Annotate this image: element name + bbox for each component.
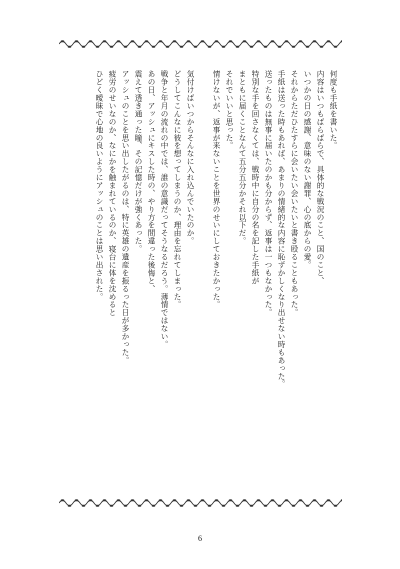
text-column: 送ったものは無事に届いたのかも分からず、返事は一つもなかった。	[264, 70, 273, 317]
text-column: どうしてこんなに彼を想ってしまうのか、理由を忘れてしまった。	[173, 70, 182, 309]
text-column: 疲労のせいなのか、なにかを触まれているのか、寝台に体を沈めると	[108, 70, 117, 317]
flourish-icon	[171, 499, 185, 507]
flourish-icon	[73, 499, 87, 507]
flourish-icon	[129, 499, 143, 507]
flourish-icon	[311, 499, 325, 507]
ornament-vine-icon	[59, 39, 342, 49]
flourish-icon	[185, 40, 199, 48]
flourish-icon	[87, 40, 101, 48]
text-column: 気付けばいつからそんなに入れ込んでいたのか。	[186, 70, 195, 245]
manuscript-body	[93, 70, 340, 462]
flourish-icon	[101, 40, 115, 48]
bottom-ornament-border	[59, 498, 342, 508]
flourish-icon	[269, 40, 283, 48]
text-column: ひどく曖昧で心地の良いようにアッシュのことは思い出された。	[95, 70, 104, 301]
flourish-icon	[255, 499, 269, 507]
page-number: 6	[198, 534, 202, 543]
flourish-icon	[311, 40, 325, 48]
flourish-icon	[297, 40, 311, 48]
text-column: いつかの日の感謝、意味のない謝罪、心の底からの愛。	[303, 70, 312, 269]
flourish-icon	[143, 40, 157, 48]
text-column: それでいいと思った。	[225, 70, 234, 150]
flourish-icon	[269, 499, 283, 507]
flourish-icon	[59, 499, 73, 507]
text-column: 特別な手を回さなくては、戦時中に自分の名を記した手紙が	[251, 70, 260, 285]
flourish-icon	[339, 40, 342, 48]
flourish-icon	[241, 40, 255, 48]
text-column: それからただひたすらに会いたい会いたいと書き殴ることもあった。	[290, 70, 299, 317]
flourish-icon	[199, 499, 213, 507]
flourish-icon	[297, 499, 311, 507]
text-column: 何度も手紙を書いた。	[329, 70, 338, 150]
paragraph-spacer	[197, 70, 210, 462]
flourish-icon	[241, 499, 255, 507]
flourish-icon	[213, 40, 227, 48]
flourish-icon	[129, 40, 143, 48]
text-column: まともに届くことなんて五分五分かそれ以下だ。	[238, 70, 247, 245]
flourish-icon	[227, 499, 241, 507]
text-column: アッシュのことを思い出したがるのは、特に英雄の遺産を振るった日が多かった。	[121, 70, 130, 365]
ornament-vine-icon	[59, 498, 342, 508]
flourish-icon	[171, 40, 185, 48]
flourish-icon	[73, 40, 87, 48]
flourish-icon	[115, 499, 129, 507]
flourish-icon	[87, 499, 101, 507]
text-column: あの日、アッシュにキスした時の、やり方を間違った後悔と、	[147, 70, 156, 293]
flourish-icon	[255, 40, 269, 48]
flourish-icon	[101, 499, 115, 507]
flourish-icon	[199, 40, 213, 48]
flourish-icon	[339, 499, 342, 507]
flourish-icon	[143, 499, 157, 507]
flourish-icon	[283, 499, 297, 507]
flourish-icon	[59, 40, 73, 48]
text-column: 戦争と年月の流れの中では、誰の意識だってそうなるだろう。薄情ではない。	[160, 70, 169, 349]
flourish-icon	[325, 499, 339, 507]
text-column: 震えて透き通った瞳、その記憶だけが強くあった。	[134, 70, 143, 253]
flourish-icon	[185, 499, 199, 507]
flourish-icon	[157, 499, 171, 507]
top-ornament-border	[59, 39, 342, 49]
flourish-icon	[283, 40, 297, 48]
flourish-icon	[213, 499, 227, 507]
flourish-icon	[157, 40, 171, 48]
flourish-icon	[115, 40, 129, 48]
text-column: 手紙は送った時もあれば、あまりの情緒的な内容に恥ずかしくなり出せない時もあった。	[277, 70, 286, 388]
flourish-icon	[227, 40, 241, 48]
text-column: 内容はいつもばらばらで、具体的な戦況のこと、国のこと、	[316, 70, 325, 285]
flourish-icon	[325, 40, 339, 48]
text-column: 情けないが、返事が来ないことを世界のせいにしておきたかった。	[212, 70, 221, 309]
